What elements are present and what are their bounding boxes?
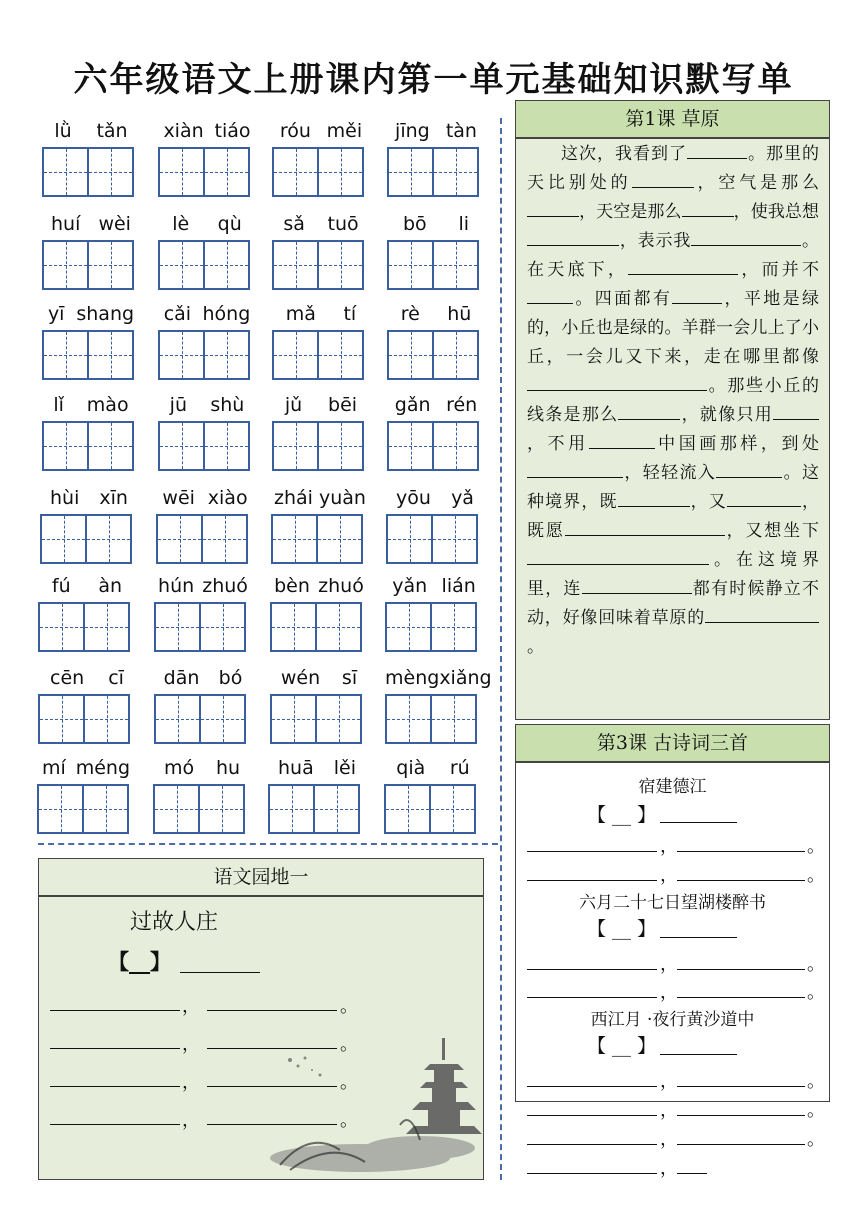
passage-blank[interactable] [527, 372, 707, 391]
passage-blank[interactable] [632, 169, 694, 188]
tianzige-box[interactable] [153, 784, 200, 834]
tianzige-box[interactable] [317, 147, 364, 197]
passage-text: 。四面都有 [573, 289, 673, 309]
yuanwen-author-blank[interactable] [180, 950, 260, 973]
yuanwen-line1b[interactable] [207, 990, 337, 1011]
passage-text: 。 [527, 637, 544, 657]
tianzige-box[interactable] [313, 784, 360, 834]
tianzige-box[interactable] [87, 330, 134, 380]
poem1-line1b[interactable] [677, 833, 805, 852]
tianzige-box[interactable] [432, 147, 479, 197]
tianzige-box[interactable] [158, 421, 205, 471]
poem1-author-bracket: 【 __ 】 [587, 804, 657, 826]
vertical-divider [500, 118, 502, 1180]
pinyin-label: jū shù [169, 394, 245, 416]
page-title: 六年级语文上册课内第一单元基础知识默写单 [73, 60, 794, 100]
passage-blank[interactable] [705, 604, 819, 623]
pinyin-label: lǜ tǎn [54, 120, 128, 142]
poem3-line4b[interactable] [677, 1155, 707, 1174]
poem3-comma4: ， [660, 1158, 678, 1179]
passage-blank[interactable] [628, 256, 738, 275]
tianzige-box[interactable] [429, 784, 476, 834]
poem2-period2: 。 [807, 982, 825, 1003]
poem3-comma3: ， [660, 1129, 678, 1150]
pinyin-label: rè hū [400, 303, 472, 325]
tianzige-box[interactable] [38, 602, 85, 652]
pinyin-label: wén sī [280, 667, 358, 689]
poem3-comma1: ， [660, 1071, 678, 1092]
poem1-period2: 。 [807, 865, 825, 886]
poem1-line1a[interactable] [527, 833, 657, 852]
tianzige-box[interactable] [272, 330, 319, 380]
tianzige-box[interactable] [315, 602, 362, 652]
passage-text: 中国画那样，到处 [654, 434, 820, 454]
pinyin-label: yī shang [47, 303, 135, 325]
tianzige-box[interactable] [198, 784, 245, 834]
passage-text: ，既愿 [527, 492, 820, 541]
poem3-line2a[interactable] [527, 1097, 657, 1116]
tianzige-box[interactable] [317, 421, 364, 471]
passage-blank[interactable] [618, 401, 680, 420]
pinyin-label: sǎ tuō [283, 213, 359, 235]
tianzige-box[interactable] [430, 602, 477, 652]
tianzige-box[interactable] [317, 330, 364, 380]
passage-blank[interactable] [716, 459, 782, 478]
passage-text: 。在这境界里，连 [527, 550, 819, 599]
tianzige-box[interactable] [87, 147, 134, 197]
poem3-comma2: ， [660, 1100, 678, 1121]
passage-text: 。在天底下， [527, 231, 820, 280]
pinyin-label: róu měi [279, 120, 363, 142]
poem3-period3: 。 [807, 1129, 825, 1150]
pinyin-label: zhái yuàn [274, 487, 366, 509]
poem1-comma2: ， [660, 865, 678, 886]
pinyin-label: gǎn rén [394, 394, 478, 416]
passage-blank[interactable] [527, 198, 579, 217]
passage-text: 这次，我看到了 [561, 144, 687, 164]
tianzige-box[interactable] [154, 694, 201, 744]
tianzige-box[interactable] [430, 694, 477, 744]
poem2-line1b[interactable] [677, 951, 805, 970]
tianzige-box[interactable] [158, 240, 205, 290]
yuanwen-author-bracket: 【__】 [108, 949, 171, 974]
poem2-author-blank[interactable] [660, 917, 737, 938]
passage-blank[interactable] [527, 227, 619, 246]
tianzige-box[interactable] [203, 240, 250, 290]
tianzige-box[interactable] [87, 240, 134, 290]
poem2-title: 六月二十七日望湖楼醉书 [579, 893, 766, 913]
poem2-period1: 。 [807, 954, 825, 975]
poem1-author-blank[interactable] [660, 802, 737, 823]
tianzige-box[interactable] [387, 240, 434, 290]
poem1-line2a[interactable] [527, 862, 657, 881]
pinyin-label: huí wèi [51, 213, 131, 235]
yuanwen-period3: 。 [340, 1072, 358, 1093]
passage-text: ，天空是那么 [579, 202, 682, 222]
passage-text: ，就像只用 [680, 405, 774, 425]
tianzige-box[interactable] [203, 330, 250, 380]
tianzige-box[interactable] [203, 421, 250, 471]
yuanwen-line1a[interactable] [50, 990, 180, 1011]
passage-text: 。那些小丘的线条是那么 [527, 376, 819, 425]
yuanwen-header: 语文园地一 [38, 858, 484, 896]
tianzige-box[interactable] [42, 330, 89, 380]
tianzige-box[interactable] [270, 694, 317, 744]
tianzige-box[interactable] [386, 514, 433, 564]
pinyin-label: xiàn tiáo [163, 120, 251, 142]
passage-blank[interactable] [682, 198, 734, 217]
poem3-title: 西江月 ·夜行黄沙道中 [590, 1010, 755, 1030]
passage-text: ，轻轻流入 [623, 463, 717, 483]
lesson1-passage [527, 140, 819, 662]
pinyin-label: hún zhuó [158, 575, 248, 597]
lesson3-header: 第3课 古诗词三首 [515, 724, 830, 762]
tianzige-box[interactable] [83, 694, 130, 744]
poem3-period2: 。 [807, 1100, 825, 1121]
poem2-author-bracket: 【 __ 】 [587, 918, 657, 940]
yuanwen-line3a[interactable] [50, 1066, 180, 1087]
tianzige-box[interactable] [199, 694, 246, 744]
tianzige-box[interactable] [432, 240, 479, 290]
tianzige-box[interactable] [272, 421, 319, 471]
tianzige-box[interactable] [384, 784, 431, 834]
passage-blank[interactable] [691, 227, 801, 246]
tianzige-box[interactable] [42, 240, 89, 290]
passage-text: 都有时候静立不动，好像回味着草原的 [527, 579, 820, 628]
tianzige-box[interactable] [385, 602, 432, 652]
tianzige-box[interactable] [270, 602, 317, 652]
pinyin-label: jǔ bēi [284, 394, 358, 416]
yuanwen-period1: 。 [340, 996, 358, 1017]
horizontal-divider [38, 843, 498, 845]
yuanwen-period2: 。 [340, 1034, 358, 1055]
pinyin-label: yōu yǎ [396, 487, 474, 509]
tianzige-box[interactable] [87, 421, 134, 471]
poem3-line2b[interactable] [677, 1097, 805, 1116]
poem2-line1a[interactable] [527, 951, 657, 970]
pinyin-label: hùi xīn [50, 487, 128, 509]
passage-text: ，平地是绿的，小丘也是绿的。羊群一会儿上了小丘，一会儿又下来，走在哪里都像 [527, 289, 820, 367]
pinyin-label: mí méng [41, 757, 131, 779]
pinyin-label: lǐ mào [53, 394, 129, 416]
tianzige-box[interactable] [316, 514, 363, 564]
tianzige-box[interactable] [387, 147, 434, 197]
pinyin-label: cēn cī [50, 667, 124, 689]
yuanwen-line2a[interactable] [50, 1028, 180, 1049]
tianzige-box[interactable] [317, 240, 364, 290]
yuanwen-comma1: ， [182, 996, 200, 1017]
yuanwen-comma2: ， [182, 1034, 200, 1055]
tianzige-box[interactable] [154, 602, 201, 652]
pinyin-label: mèng xiǎng [385, 667, 492, 689]
pinyin-label: yǎn lián [392, 575, 476, 597]
poem2-line2a[interactable] [527, 979, 657, 998]
tianzige-box[interactable] [156, 514, 203, 564]
poem3-line4a[interactable] [527, 1155, 657, 1174]
pinyin-label: jīng tàn [395, 120, 477, 142]
poem3-line3a[interactable] [527, 1126, 657, 1145]
yuanwen-period4: 。 [340, 1110, 358, 1131]
tianzige-box[interactable] [432, 330, 479, 380]
pinyin-label: lè qù [172, 213, 242, 235]
tianzige-box[interactable] [387, 330, 434, 380]
passage-blank[interactable] [565, 517, 725, 536]
passage-blank[interactable] [773, 401, 819, 420]
passage-blank[interactable] [687, 140, 747, 159]
tianzige-box[interactable] [315, 694, 362, 744]
tianzige-box[interactable] [42, 147, 89, 197]
tianzige-box[interactable] [38, 694, 85, 744]
pinyin-label: huā lěi [278, 757, 356, 779]
yuanwen-comma3: ， [182, 1072, 200, 1093]
tianzige-box[interactable] [385, 694, 432, 744]
tianzige-box[interactable] [272, 147, 319, 197]
poem3-line3b[interactable] [677, 1126, 805, 1145]
tianzige-box[interactable] [83, 602, 130, 652]
yuanwen-comma4: ， [182, 1110, 200, 1131]
passage-text: ，又 [689, 492, 727, 512]
tianzige-box[interactable] [82, 784, 129, 834]
yuanwen-line4a[interactable] [50, 1104, 180, 1125]
passage-text: 。这种境界，既 [527, 463, 819, 512]
passage-blank[interactable] [672, 285, 722, 304]
passage-text: ，空气是那么 [693, 173, 820, 193]
poem3-author-blank[interactable] [660, 1034, 737, 1055]
passage-text: ，又想坐下 [724, 521, 820, 541]
tianzige-box[interactable] [203, 147, 250, 197]
passage-blank[interactable] [589, 430, 655, 449]
pagoda-ink-illustration [270, 1030, 482, 1178]
passage-text: ，不用 [527, 434, 589, 454]
tianzige-box[interactable] [432, 421, 479, 471]
pinyin-label: mǎ tí [285, 303, 357, 325]
pinyin-label: bèn zhuó [274, 575, 364, 597]
passage-blank[interactable] [618, 488, 690, 507]
pinyin-label: wēi xiào [162, 487, 248, 509]
poem3-author-bracket: 【 __ 】 [587, 1035, 657, 1057]
passage-blank[interactable] [727, 488, 801, 507]
pinyin-label: fú àn [51, 575, 123, 597]
poem2-comma2: ， [660, 982, 678, 1003]
tianzige-box[interactable] [37, 784, 84, 834]
passage-blank[interactable] [527, 546, 709, 565]
passage-text: ，而并不 [738, 260, 820, 280]
pinyin-label: bō li [402, 213, 470, 235]
tianzige-box[interactable] [199, 602, 246, 652]
tianzige-box[interactable] [272, 240, 319, 290]
poem1-title: 宿建德江 [638, 777, 707, 797]
pinyin-label: mó hu [163, 757, 241, 779]
tianzige-box[interactable] [431, 514, 478, 564]
poem1-comma1: ， [660, 836, 678, 857]
tianzige-box[interactable] [201, 514, 248, 564]
poem3-line1a[interactable] [527, 1068, 657, 1087]
passage-blank[interactable] [582, 575, 692, 594]
pinyin-label: dān bó [163, 667, 243, 689]
tianzige-box[interactable] [387, 421, 434, 471]
passage-text: ，表示我 [619, 231, 692, 251]
tianzige-box[interactable] [268, 784, 315, 834]
pinyin-label: cǎi hóng [163, 303, 251, 325]
poem2-comma1: ， [660, 954, 678, 975]
tianzige-box[interactable] [40, 514, 87, 564]
tianzige-box[interactable] [158, 330, 205, 380]
tianzige-box[interactable] [85, 514, 132, 564]
passage-blank[interactable] [527, 459, 623, 478]
poem1-period1: 。 [807, 836, 825, 857]
passage-blank[interactable] [527, 285, 573, 304]
pinyin-label: qià rú [396, 757, 470, 779]
passage-text: 。那里的天比别处的 [527, 144, 819, 193]
poem3-period1: 。 [807, 1071, 825, 1092]
poem3-line1b[interactable] [677, 1068, 805, 1087]
tianzige-box[interactable] [158, 147, 205, 197]
passage-text: ，使我总想 [733, 202, 820, 222]
yuanwen-poem-title: 过故人庄 [130, 910, 219, 935]
lesson1-header: 第1课 草原 [515, 100, 830, 138]
tianzige-box[interactable] [271, 514, 318, 564]
poem1-line2b[interactable] [677, 862, 805, 881]
tianzige-box[interactable] [42, 421, 89, 471]
poem2-line2b[interactable] [677, 979, 805, 998]
